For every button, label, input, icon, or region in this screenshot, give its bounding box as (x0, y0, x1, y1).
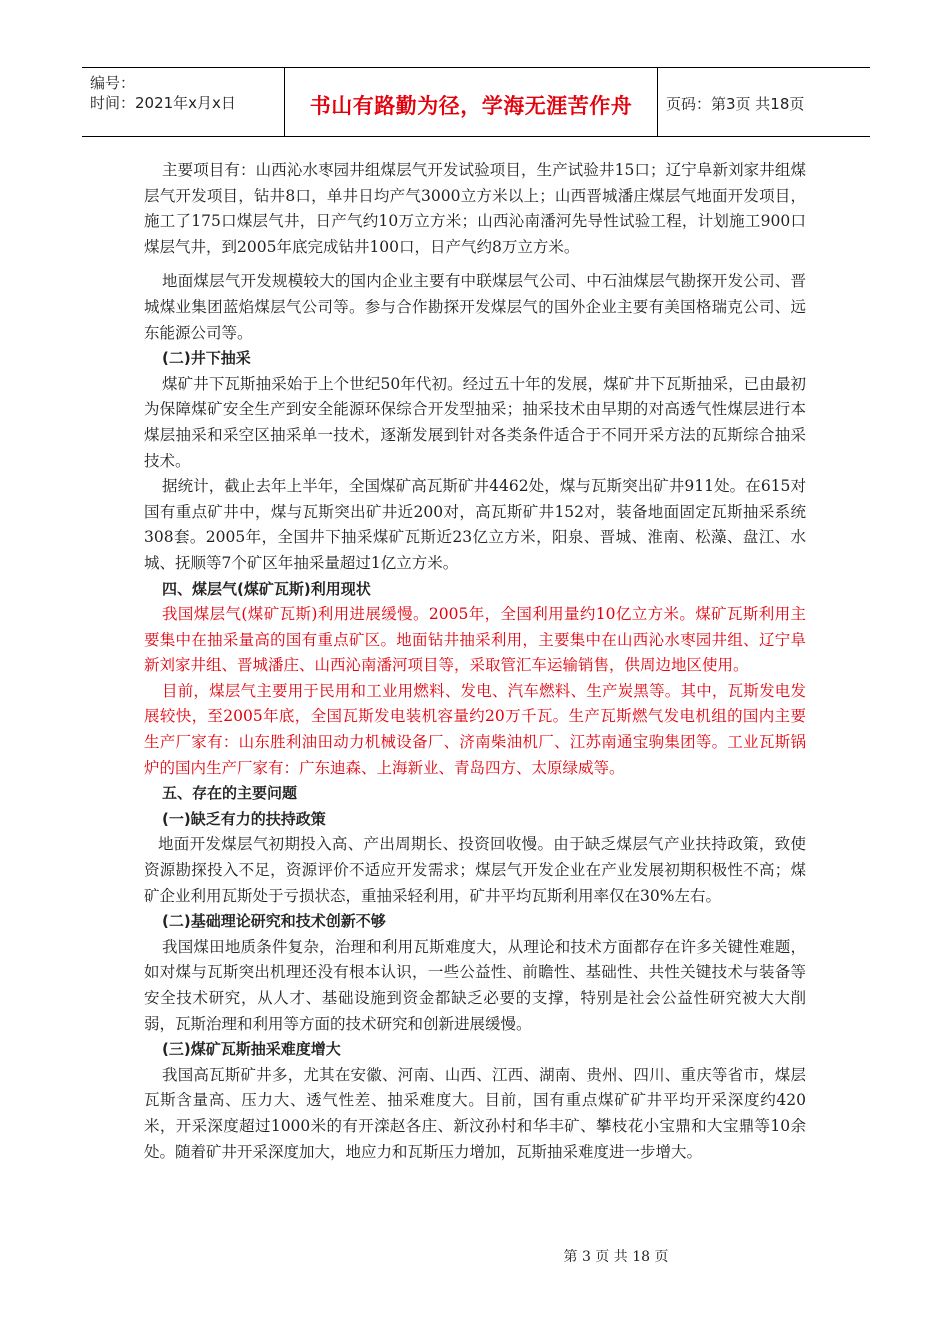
heading-lack-of-policy: (一)缺乏有力的扶持政策 (162, 809, 326, 828)
header-motto-cell (285, 68, 658, 136)
paragraph-statistics: 据统计，截止去年上半年，全国煤矿高瓦斯矿井4462处，煤与瓦斯突出矿井911处。在615对国有重点矿井中，煤与瓦斯突出矿井近200对，高瓦斯矿井152对，装备地面固定瓦斯抽采系统308套。2005年，全国井下抽采煤矿瓦斯近23亿立方米，阳泉、晋城、淮南、松藻、盘江、水城、抚顺等7个矿区年抽采量超过1亿立方米。 (144, 477, 806, 572)
doc-number-label: 编号： (90, 74, 136, 92)
heading-main-problems: 五、存在的主要问题 (162, 784, 298, 803)
heading-research-innovation: (二)基础理论研究和技术创新不够 (162, 912, 386, 931)
paragraph-utilization-progress: 我国煤层气(煤矿瓦斯)利用进展缓慢。2005年，全国利用量约10亿立方米。煤矿瓦斯利用主要集中在抽采量高的国有重点矿区。地面钻井抽采利用，主要集中在山西沁水枣园井组、辽宁阜新刘家井组、晋城潘庄、山西沁南潘河项目等，采取管汇车运输销售，供周边地区使用。 (144, 605, 806, 675)
paragraph-projects: 主要项目有：山西沁水枣园井组煤层气开发试验项目，生产试验井15口；辽宁阜新刘家井组煤层气开发项目，钻井8口，单井日均产气3000立方米以上；山西晋城潘庄煤层气地面开发项目，施工了175口煤层气井，日产气约10万立方米；山西沁南潘河先导性试验工程，计划施工900口煤层气井，到2005年底完成钻井100口，日产气约8万立方米。 (144, 161, 806, 256)
document-body (144, 158, 806, 1165)
page-footer (0, 1246, 950, 1266)
heading-underground-extraction: (二)井下抽采 (162, 349, 251, 368)
heading-utilization-status: 四、煤层气(煤矿瓦斯)利用现状 (162, 579, 371, 598)
paragraph-research: 我国煤田地质条件复杂，治理和利用瓦斯难度大，从理论和技术方面都存在许多关键性难题，如对煤与瓦斯突出机理还没有根本认识，一些公益性、前瞻性、基础性、共性关键技术与装备等安全技术研究，从人才、基础设施到资金都缺乏必要的支撑，特别是社会公益性研究被大大削弱，瓦斯治理和利用等方面的技术研究和创新进展缓慢。 (144, 937, 806, 1033)
header-page-number: 页码：第3页 共18页 (666, 95, 805, 113)
footer-page-number: 第 3 页 共 18 页 (563, 1249, 669, 1265)
paragraph-companies: 地面煤层气开发规模较大的国内企业主要有中联煤层气公司、中石油煤层气勘探开发公司、晋城煤业集团蓝焰煤层气公司等。参与合作勘探开发煤层气的国外企业主要有美国格瑞克公司、远东能源公司等。 (144, 272, 806, 342)
doc-date-label: 时间：2021年x月x日 (90, 94, 236, 112)
page-header (82, 67, 870, 137)
paragraph-policy: 地面开发煤层气初期投入高、产出周期长、投资回收慢。由于缺乏煤层气产业扶持政策，致使资源勘探投入不足，资源评价不适应开发需求；煤层气开发企业在产业发展初期积极性不高；煤矿企业利用瓦斯处于亏损状态，重抽采轻利用，矿井平均瓦斯利用率仅在30%左右。 (144, 835, 806, 905)
paragraph-difficulty: 我国高瓦斯矿井多，尤其在安徽、河南、山西、江西、湖南、贵州、四川、重庆等省市，煤层瓦斯含量高、压力大、透气性差、抽采难度大。目前，国有重点煤矿矿井平均开采深度约420米，开采深度超过1000米的有开滦赵各庄、新汶孙村和华丰矿、攀枝花小宝鼎和大宝鼎等10余处。随着矿井开采深度加大，地应力和瓦斯压力增加，瓦斯抽采难度进一步增大。 (144, 1065, 806, 1161)
paragraph-utilization-uses: 目前，煤层气主要用于民用和工业用燃料、发电、汽车燃料、生产炭黑等。其中，瓦斯发电发展较快，至2005年底，全国瓦斯发电装机容量约20万千瓦。生产瓦斯燃气发电机组的国内主要生产厂家有：山东胜利油田动力机械设备厂、济南柴油机厂、江苏南通宝驹集团等。工业瓦斯锅炉的国内生产厂家有：广东迪森、上海新业、青岛四方、太原绿威等。 (144, 681, 806, 777)
header-motto: 书山有路勤为径，学海无涯苦作舟 (309, 94, 633, 118)
heading-extraction-difficulty: (三)煤矿瓦斯抽采难度增大 (162, 1040, 341, 1059)
header-page-cell (658, 68, 870, 136)
paragraph-extraction-history: 煤矿井下瓦斯抽采始于上个世纪50年代初。经过五十年的发展，煤矿井下瓦斯抽采，已由最初为保障煤矿安全生产到安全能源环保综合开发型抽采；抽采技术由早期的对高透气性煤层进行本煤层抽采和采空区抽采单一技术，逐渐发展到针对各类条件适合于不同开采方法的瓦斯综合抽采技术。 (144, 374, 806, 470)
header-meta (82, 68, 285, 136)
